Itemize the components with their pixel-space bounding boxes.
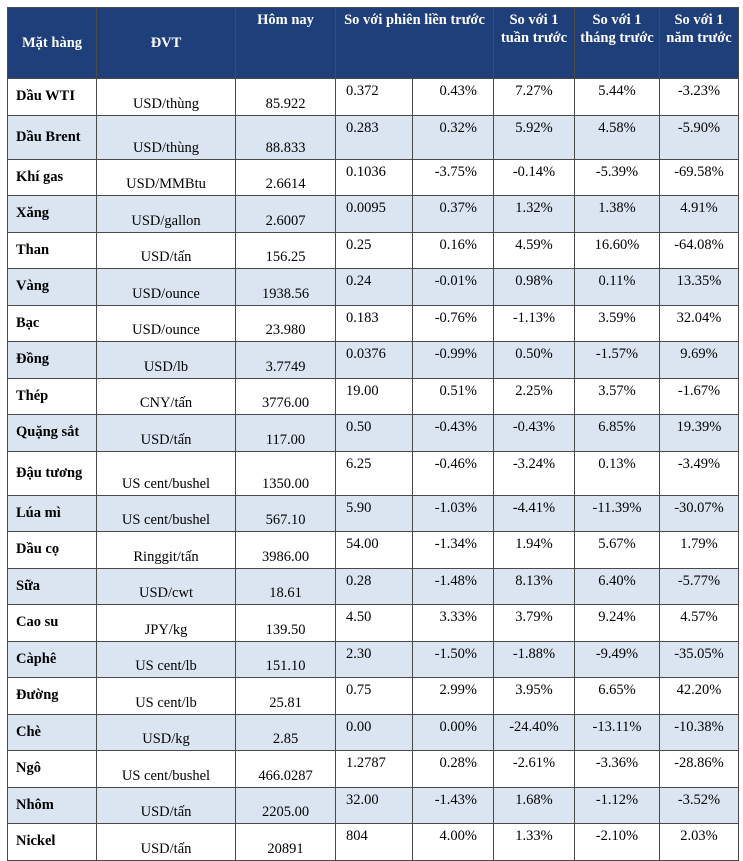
row-change-pct: 2.99%	[413, 678, 494, 715]
row-name: Dầu Brent	[8, 115, 97, 159]
row-year: -3.23%	[660, 79, 739, 116]
row-name: Cao su	[8, 605, 97, 642]
row-today: 2.85	[236, 714, 336, 751]
row-year: -10.38%	[660, 714, 739, 751]
row-today: 3776.00	[236, 378, 336, 415]
row-unit: USD/thùng	[97, 79, 236, 116]
row-month: 4.58%	[575, 115, 660, 159]
row-today: 1350.00	[236, 451, 336, 495]
row-name: Vàng	[8, 269, 97, 306]
table-row	[8, 196, 739, 233]
row-today: 85.922	[236, 79, 336, 116]
row-month: -1.12%	[575, 787, 660, 824]
row-month: -2.10%	[575, 824, 660, 861]
row-week: 0.98%	[494, 269, 575, 306]
row-week: 1.68%	[494, 787, 575, 824]
table-row	[8, 568, 739, 605]
header-vs-month: So với 1 tháng trước	[575, 8, 660, 79]
row-year: -69.58%	[660, 159, 739, 196]
row-week: 7.27%	[494, 79, 575, 116]
row-change: 2.30	[336, 641, 413, 678]
row-week: -1.13%	[494, 305, 575, 342]
row-unit: CNY/tấn	[97, 378, 236, 415]
row-change-pct: -0.43%	[413, 415, 494, 452]
row-today: 466.0287	[236, 751, 336, 788]
commodity-price-table	[7, 7, 739, 861]
row-today: 20891	[236, 824, 336, 861]
row-year: -3.52%	[660, 787, 739, 824]
row-name: Lúa mì	[8, 495, 97, 532]
row-change-pct: 0.32%	[413, 115, 494, 159]
row-unit: US cent/bushel	[97, 451, 236, 495]
row-change-pct: 0.00%	[413, 714, 494, 751]
table-row	[8, 342, 739, 379]
row-name: Dầu WTI	[8, 79, 97, 116]
row-year: 9.69%	[660, 342, 739, 379]
row-year: 1.79%	[660, 532, 739, 569]
row-change-pct: -1.43%	[413, 787, 494, 824]
table-row	[8, 415, 739, 452]
row-today: 139.50	[236, 605, 336, 642]
row-change-pct: -1.48%	[413, 568, 494, 605]
row-year: 4.57%	[660, 605, 739, 642]
row-name: Than	[8, 232, 97, 269]
row-name: Sữa	[8, 568, 97, 605]
row-today: 18.61	[236, 568, 336, 605]
row-year: 13.35%	[660, 269, 739, 306]
row-name: Chè	[8, 714, 97, 751]
table-header	[8, 8, 739, 79]
table-row	[8, 787, 739, 824]
row-today: 88.833	[236, 115, 336, 159]
row-name: Nhôm	[8, 787, 97, 824]
row-year: 32.04%	[660, 305, 739, 342]
table-row	[8, 269, 739, 306]
row-change-pct: -1.34%	[413, 532, 494, 569]
row-week: 4.59%	[494, 232, 575, 269]
row-year: -28.86%	[660, 751, 739, 788]
header-item: Mặt hàng	[8, 8, 97, 79]
row-year: 19.39%	[660, 415, 739, 452]
row-week: -4.41%	[494, 495, 575, 532]
row-name: Thép	[8, 378, 97, 415]
row-change-pct: 0.51%	[413, 378, 494, 415]
row-today: 25.81	[236, 678, 336, 715]
row-year: -1.67%	[660, 378, 739, 415]
row-month: -11.39%	[575, 495, 660, 532]
row-today: 156.25	[236, 232, 336, 269]
row-unit: USD/gallon	[97, 196, 236, 233]
row-month: 0.11%	[575, 269, 660, 306]
row-week: -1.88%	[494, 641, 575, 678]
row-unit: USD/MMBtu	[97, 159, 236, 196]
row-today: 2.6614	[236, 159, 336, 196]
row-change: 1.2787	[336, 751, 413, 788]
row-unit: US cent/bushel	[97, 495, 236, 532]
table-row	[8, 159, 739, 196]
row-today: 1938.56	[236, 269, 336, 306]
row-month: 6.40%	[575, 568, 660, 605]
table-row	[8, 115, 739, 159]
row-change: 0.25	[336, 232, 413, 269]
row-change-pct: -0.01%	[413, 269, 494, 306]
row-year: 2.03%	[660, 824, 739, 861]
table-row	[8, 232, 739, 269]
row-change: 0.00	[336, 714, 413, 751]
row-name: Dầu cọ	[8, 532, 97, 569]
header-vs-week: So với 1 tuần trước	[494, 8, 575, 79]
row-change-pct: 0.37%	[413, 196, 494, 233]
row-week: 5.92%	[494, 115, 575, 159]
table-row	[8, 451, 739, 495]
row-change-pct: 0.28%	[413, 751, 494, 788]
header-unit: ĐVT	[97, 8, 236, 79]
row-month: 16.60%	[575, 232, 660, 269]
row-month: 0.13%	[575, 451, 660, 495]
row-unit: Ringgit/tấn	[97, 532, 236, 569]
row-unit: US cent/bushel	[97, 751, 236, 788]
row-change: 5.90	[336, 495, 413, 532]
row-today: 3.7749	[236, 342, 336, 379]
row-year: -5.77%	[660, 568, 739, 605]
row-unit: USD/ounce	[97, 269, 236, 306]
table-row	[8, 751, 739, 788]
row-name: Bạc	[8, 305, 97, 342]
row-change-pct: -0.46%	[413, 451, 494, 495]
row-month: -3.36%	[575, 751, 660, 788]
header-vs-year: So với 1 năm trước	[660, 8, 739, 79]
header-vs-session: So với phiên liền trước	[336, 8, 494, 79]
row-week: 3.95%	[494, 678, 575, 715]
row-change: 0.50	[336, 415, 413, 452]
row-change: 0.183	[336, 305, 413, 342]
row-unit: USD/tấn	[97, 787, 236, 824]
table-row	[8, 714, 739, 751]
row-change: 0.28	[336, 568, 413, 605]
row-week: -3.24%	[494, 451, 575, 495]
row-change-pct: -0.76%	[413, 305, 494, 342]
row-month: 5.44%	[575, 79, 660, 116]
row-change-pct: -1.50%	[413, 641, 494, 678]
row-change: 0.283	[336, 115, 413, 159]
row-today: 117.00	[236, 415, 336, 452]
row-month: 6.85%	[575, 415, 660, 452]
row-month: -13.11%	[575, 714, 660, 751]
row-year: -3.49%	[660, 451, 739, 495]
row-week: 1.32%	[494, 196, 575, 233]
row-week: -24.40%	[494, 714, 575, 751]
row-change: 804	[336, 824, 413, 861]
row-year: -64.08%	[660, 232, 739, 269]
row-today: 2205.00	[236, 787, 336, 824]
row-change: 54.00	[336, 532, 413, 569]
row-name: Đồng	[8, 342, 97, 379]
row-week: 3.79%	[494, 605, 575, 642]
table-row	[8, 79, 739, 116]
row-unit: USD/ounce	[97, 305, 236, 342]
table-row	[8, 305, 739, 342]
row-week: 2.25%	[494, 378, 575, 415]
row-week: -0.14%	[494, 159, 575, 196]
row-month: -9.49%	[575, 641, 660, 678]
row-unit: USD/tấn	[97, 824, 236, 861]
row-week: -0.43%	[494, 415, 575, 452]
row-unit: US cent/lb	[97, 678, 236, 715]
row-month: 3.57%	[575, 378, 660, 415]
row-name: Xăng	[8, 196, 97, 233]
commodity-price-table-wrapper	[7, 7, 739, 861]
row-change-pct: -3.75%	[413, 159, 494, 196]
row-change-pct: 0.43%	[413, 79, 494, 116]
table-body	[8, 79, 739, 861]
row-change: 0.0095	[336, 196, 413, 233]
row-unit: USD/lb	[97, 342, 236, 379]
row-month: 5.67%	[575, 532, 660, 569]
row-unit: US cent/lb	[97, 641, 236, 678]
row-year: -5.90%	[660, 115, 739, 159]
row-year: 4.91%	[660, 196, 739, 233]
row-change-pct: -1.03%	[413, 495, 494, 532]
row-name: Nickel	[8, 824, 97, 861]
row-name: Càphê	[8, 641, 97, 678]
row-week: 1.94%	[494, 532, 575, 569]
row-change: 32.00	[336, 787, 413, 824]
row-name: Quặng sắt	[8, 415, 97, 452]
row-name: Khí gas	[8, 159, 97, 196]
row-month: 9.24%	[575, 605, 660, 642]
row-name: Ngô	[8, 751, 97, 788]
row-month: -5.39%	[575, 159, 660, 196]
row-today: 2.6007	[236, 196, 336, 233]
row-name: Đường	[8, 678, 97, 715]
row-change: 0.24	[336, 269, 413, 306]
row-change: 0.0376	[336, 342, 413, 379]
row-unit: USD/tấn	[97, 232, 236, 269]
row-year: -35.05%	[660, 641, 739, 678]
row-today: 3986.00	[236, 532, 336, 569]
row-unit: USD/kg	[97, 714, 236, 751]
row-name: Đậu tương	[8, 451, 97, 495]
row-week: 1.33%	[494, 824, 575, 861]
table-row	[8, 605, 739, 642]
row-unit: USD/cwt	[97, 568, 236, 605]
row-unit: USD/tấn	[97, 415, 236, 452]
row-week: 0.50%	[494, 342, 575, 379]
table-row	[8, 678, 739, 715]
row-change: 0.1036	[336, 159, 413, 196]
row-year: 42.20%	[660, 678, 739, 715]
row-change: 0.372	[336, 79, 413, 116]
row-today: 23.980	[236, 305, 336, 342]
row-week: -2.61%	[494, 751, 575, 788]
header-today: Hôm nay	[236, 8, 336, 79]
row-change: 0.75	[336, 678, 413, 715]
row-change: 4.50	[336, 605, 413, 642]
row-change: 19.00	[336, 378, 413, 415]
row-year: -30.07%	[660, 495, 739, 532]
table-row	[8, 824, 739, 861]
row-unit: JPY/kg	[97, 605, 236, 642]
table-row	[8, 641, 739, 678]
row-today: 151.10	[236, 641, 336, 678]
row-change-pct: 3.33%	[413, 605, 494, 642]
row-month: 1.38%	[575, 196, 660, 233]
row-change-pct: 0.16%	[413, 232, 494, 269]
table-row	[8, 378, 739, 415]
row-today: 567.10	[236, 495, 336, 532]
row-unit: USD/thùng	[97, 115, 236, 159]
row-change: 6.25	[336, 451, 413, 495]
row-month: 6.65%	[575, 678, 660, 715]
row-week: 8.13%	[494, 568, 575, 605]
row-month: -1.57%	[575, 342, 660, 379]
table-row	[8, 495, 739, 532]
row-month: 3.59%	[575, 305, 660, 342]
row-change-pct: 4.00%	[413, 824, 494, 861]
table-row	[8, 532, 739, 569]
row-change-pct: -0.99%	[413, 342, 494, 379]
